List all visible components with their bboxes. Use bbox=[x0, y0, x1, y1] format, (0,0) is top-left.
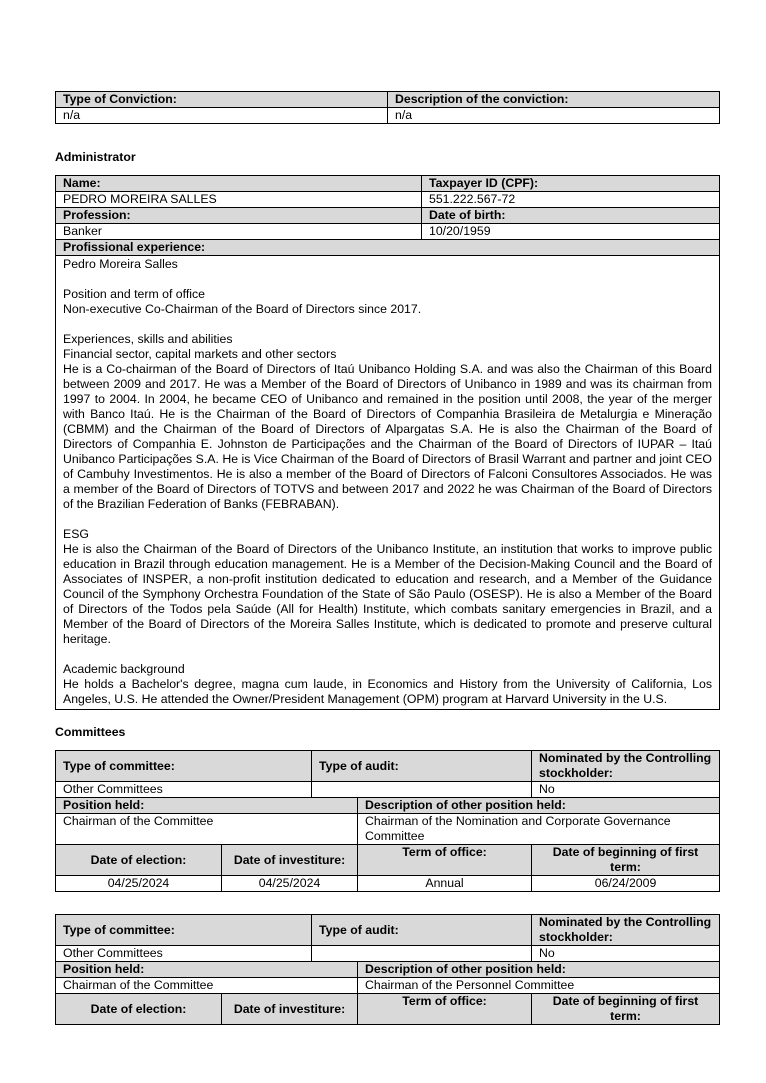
conviction-desc-value: n/a bbox=[388, 108, 720, 124]
committee-table-1 bbox=[55, 750, 720, 892]
experience-body bbox=[56, 256, 720, 710]
name-value: PEDRO MOREIRA SALLES bbox=[56, 192, 422, 208]
conviction-type-label: Type of Conviction: bbox=[56, 92, 388, 108]
name-label: Name: bbox=[56, 176, 422, 192]
administrator-heading: Administrator bbox=[55, 150, 136, 164]
date-first-term-label: Date of beginning of first term: bbox=[532, 845, 720, 876]
term-office-label: Term of office: bbox=[358, 994, 532, 1025]
description-other-label: Description of other position held: bbox=[358, 798, 720, 814]
nominated-label: Nominated by the Controlling stockholder: bbox=[532, 915, 720, 946]
esg-text: He is also the Chairman of the Board of Directors of the Unibanco Institute, an institution that works to improve public education in Brazil through education management. He is a Member of the Decision-Making Council and the Board of Associates of INSPER, a non-profit institution dedicated to education and research, and a Member of the Guidance Council of the Symphony Orchestra Foundation of the State of São Paulo (OSESP). He is also a Member of the Board of Directors of the Todos pela Saúde (All for Health) Institute, which combats sanitary emergencies in Brazil, and a Member of the Board of Directors of the Moreira Salles Institute, which is dedicated to promote and preserve cultural heritage. bbox=[63, 542, 712, 646]
type-of-audit-label: Type of audit: bbox=[312, 751, 532, 782]
conviction-type-value: n/a bbox=[56, 108, 388, 124]
committee-audit-value bbox=[312, 782, 532, 798]
position-held-label: Position held: bbox=[56, 962, 358, 978]
type-of-committee-label: Type of committee: bbox=[56, 751, 312, 782]
position-title: Position and term of office bbox=[63, 287, 205, 301]
type-of-audit-label: Type of audit: bbox=[312, 915, 532, 946]
academic-text: He holds a Bachelor's degree, magna cum laude, in Economics and History from the University of California, Los Angeles, U.S. He attended the Owner/President Management (OPM) program at Harvard University in the U.S. bbox=[63, 677, 712, 706]
skills-text: He is a Co-chairman of the Board of Directors of Itaú Unibanco Holding S.A. and was also the Chairman of this Board between 2009 and 2017. He was a Member of the Board of Directors of Unibanco in 1989 and was its chairman from 1997 to 2004. In 2004, he became CEO of Unibanco and remained in the position until 2008, the year of the merger with Banco Itaú. He is the Chairman of the Board of Directors of Companhia Brasileira de Metalurgia e Mineração (CBMM) and the Chairman of the Board of Directors of Alpargatas S.A. He is also the Chairman of the Board of Directors of Companhia E. Johnston de Participações and the Chairman of the Board of Directors of IUPAR – Itaú Unibanco Participações S.A. He is Vice Chairman of the Board of Directors of Brasil Warrant and partner and joint CEO of Cambuhy Investimentos. He is also a member of the Board of Directors of Falconi Consultores Associados. He was a member of the Board of Directors of TOTVS and between 2017 and 2022 he was Chairman of the Board of Directors of the Brazilian Federation of Banks (FEBRABAN). bbox=[63, 362, 712, 511]
term-office-value: Annual bbox=[358, 876, 532, 892]
date-investiture-label: Date of investiture: bbox=[222, 845, 358, 876]
date-first-term-label: Date of beginning of first term: bbox=[532, 994, 720, 1025]
committee-nominated-value: No bbox=[532, 946, 720, 962]
description-other-value: Chairman of the Nomination and Corporate Governance Committee bbox=[358, 814, 720, 845]
committee-type-value: Other Committees bbox=[56, 946, 312, 962]
academic-title: Academic background bbox=[63, 662, 185, 676]
conviction-table bbox=[55, 91, 720, 124]
dob-value: 10/20/1959 bbox=[422, 224, 720, 240]
committee-nominated-value: No bbox=[532, 782, 720, 798]
date-investiture-value: 04/25/2024 bbox=[222, 876, 358, 892]
committee-table-2 bbox=[55, 914, 720, 1025]
date-investiture-label: Date of investiture: bbox=[222, 994, 358, 1025]
position-held-label: Position held: bbox=[56, 798, 358, 814]
date-first-term-value: 06/24/2009 bbox=[532, 876, 720, 892]
skills-subtitle: Financial sector, capital markets and other sectors bbox=[63, 347, 337, 361]
position-held-value: Chairman of the Committee bbox=[56, 814, 358, 845]
profession-label: Profession: bbox=[56, 208, 422, 224]
nominated-label: Nominated by the Controlling stockholder: bbox=[532, 751, 720, 782]
date-election-label: Date of election: bbox=[56, 845, 222, 876]
esg-title: ESG bbox=[63, 527, 89, 541]
date-election-label: Date of election: bbox=[56, 994, 222, 1025]
cpf-value: 551.222.567-72 bbox=[422, 192, 720, 208]
description-other-value: Chairman of the Personnel Committee bbox=[358, 978, 720, 994]
position-text: Non-executive Co-Chairman of the Board of Directors since 2017. bbox=[63, 302, 422, 316]
position-held-value: Chairman of the Committee bbox=[56, 978, 358, 994]
committees-heading: Committees bbox=[55, 725, 126, 739]
committee-type-value: Other Committees bbox=[56, 782, 312, 798]
description-other-label: Description of other position held: bbox=[358, 962, 720, 978]
profession-value: Banker bbox=[56, 224, 422, 240]
date-election-value: 04/25/2024 bbox=[56, 876, 222, 892]
conviction-desc-label: Description of the conviction: bbox=[388, 92, 720, 108]
type-of-committee-label: Type of committee: bbox=[56, 915, 312, 946]
dob-label: Date of birth: bbox=[422, 208, 720, 224]
administrator-table bbox=[55, 175, 720, 710]
cpf-label: Taxpayer ID (CPF): bbox=[422, 176, 720, 192]
committee-audit-value bbox=[312, 946, 532, 962]
skills-title: Experiences, skills and abilities bbox=[63, 332, 233, 346]
experience-name: Pedro Moreira Salles bbox=[63, 257, 178, 271]
term-office-label: Term of office: bbox=[358, 845, 532, 876]
experience-label: Profissional experience: bbox=[56, 240, 720, 256]
